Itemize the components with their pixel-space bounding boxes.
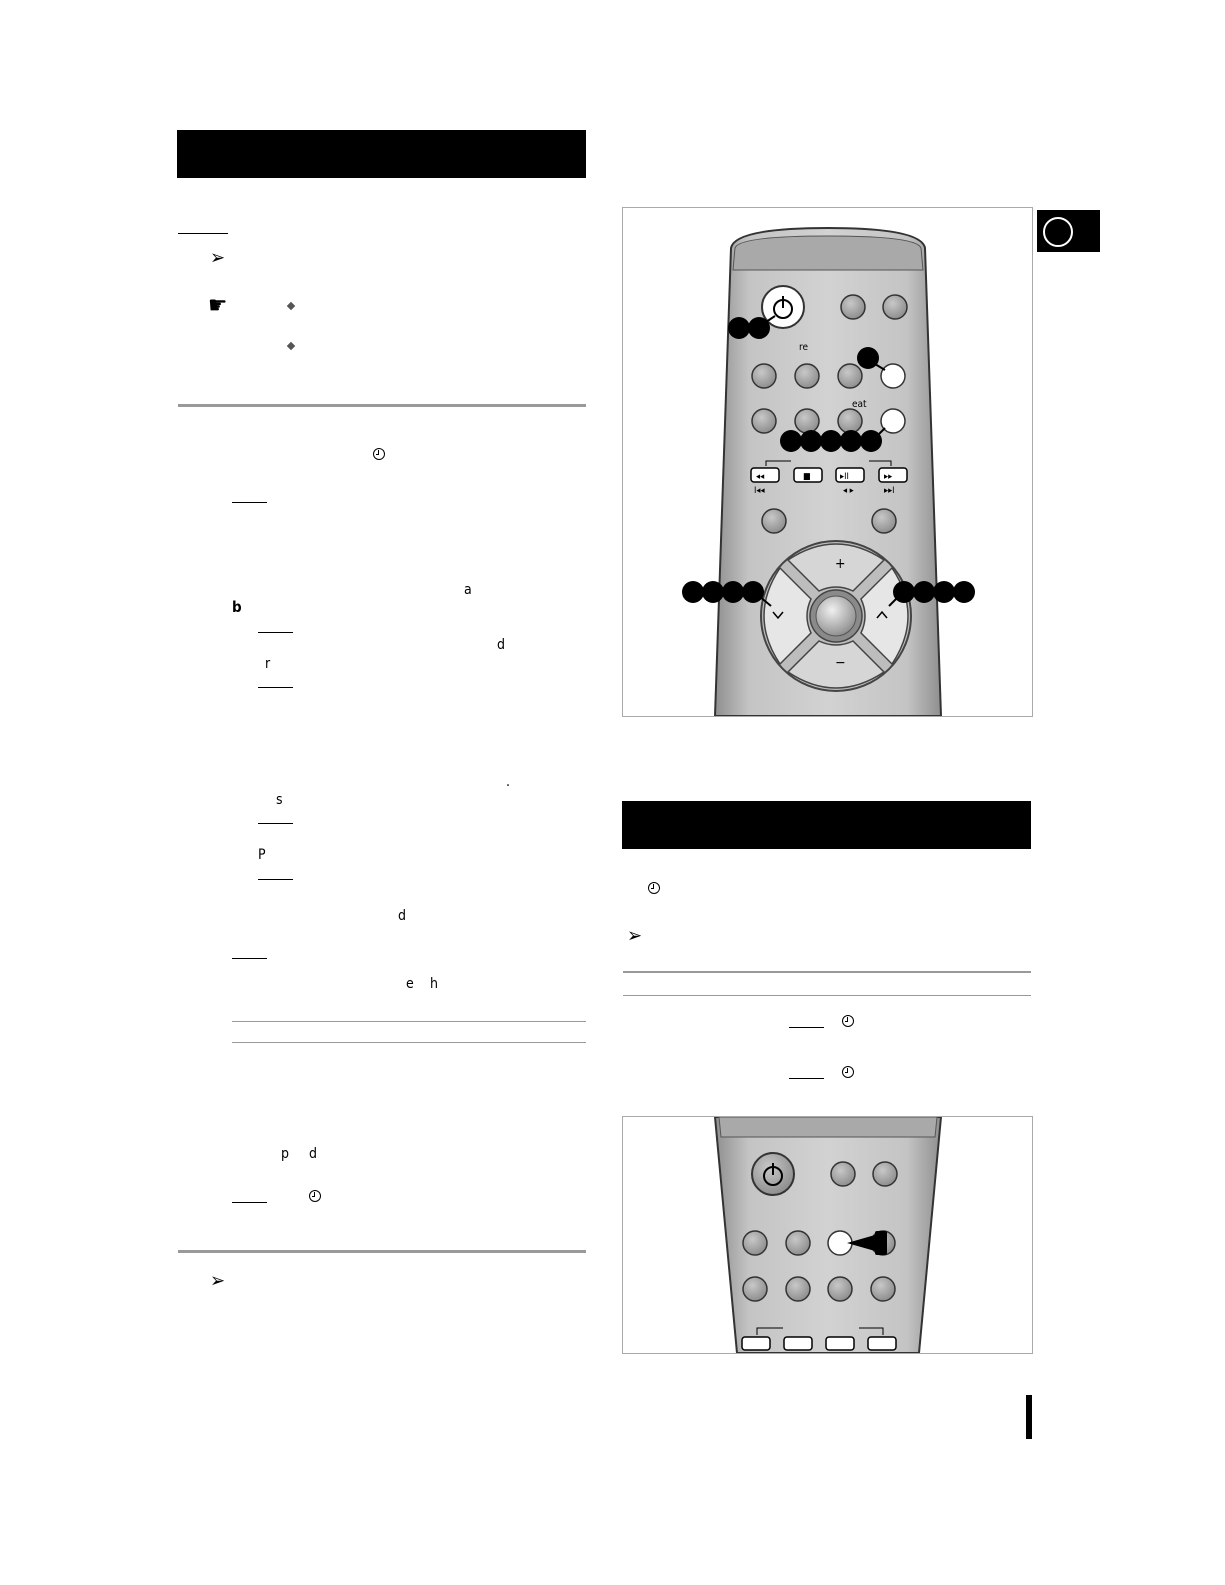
row2-button-1 <box>743 1231 767 1255</box>
arrow-note-icon: ➢ <box>210 245 226 269</box>
underline-7 <box>232 958 267 959</box>
mid-button-left <box>762 509 786 533</box>
callout-dot <box>682 581 704 603</box>
clock-icon <box>373 448 385 460</box>
callout-dot <box>702 581 724 603</box>
label-plus: + <box>835 556 846 572</box>
row2-button-2 <box>786 1231 810 1255</box>
text-fragment-s: s <box>276 792 283 808</box>
svg-text:▸II: ▸II <box>840 472 849 482</box>
row2-button-3 <box>838 364 862 388</box>
underline-10 <box>789 1078 824 1079</box>
row3-button-4 <box>871 1277 895 1301</box>
text-fragment-b: b <box>232 598 242 616</box>
svg-text:■: ■ <box>803 472 811 482</box>
clock-icon <box>842 1015 854 1027</box>
label-minus: − <box>835 655 846 671</box>
row3-button-3 <box>838 409 862 433</box>
remote-partial-illustration <box>623 1117 1032 1353</box>
table-rule-bottom <box>232 1042 586 1043</box>
clock-icon <box>648 882 660 894</box>
text-fragment-dot: . <box>506 774 510 790</box>
row3-button-1 <box>752 409 776 433</box>
underline-1 <box>178 233 228 234</box>
top-button-2 <box>883 295 907 319</box>
callout-dot <box>780 430 802 452</box>
bullet-diamond-icon <box>287 342 295 350</box>
callout-dot <box>953 581 975 603</box>
top-button-1 <box>841 295 865 319</box>
play-pause-button <box>826 1337 854 1350</box>
page-edge-marker <box>1026 1395 1032 1439</box>
underline-8 <box>232 1202 267 1203</box>
label-re: re <box>799 342 809 353</box>
underline-5 <box>258 823 293 824</box>
text-fragment-P: P <box>258 847 266 863</box>
right-section-header-bar <box>622 801 1031 849</box>
top-button-2 <box>873 1162 897 1186</box>
callout-dot <box>840 430 862 452</box>
label-step: ◂ ▸ <box>843 486 854 496</box>
rewind-button <box>742 1337 770 1350</box>
text-fragment-r: r <box>265 656 271 672</box>
row3-button-1 <box>743 1277 767 1301</box>
clock-icon <box>309 1190 321 1202</box>
table-rule-mid <box>623 995 1031 996</box>
language-tab-circle <box>1043 217 1073 247</box>
text-fragment-h: h <box>430 976 438 992</box>
callout-dot <box>742 581 764 603</box>
callout-dot <box>728 317 750 339</box>
row3-button-2 <box>795 409 819 433</box>
table-rule-top <box>232 1021 586 1022</box>
left-section-header-bar <box>177 130 586 178</box>
svg-text:◂◂: ◂◂ <box>756 472 765 482</box>
callout-dot <box>933 581 955 603</box>
row2-button-1 <box>752 364 776 388</box>
label-eat: eat <box>852 399 867 410</box>
divider <box>178 404 586 407</box>
row2-button-2 <box>795 364 819 388</box>
top-button-1 <box>831 1162 855 1186</box>
table-rule-top <box>623 971 1031 973</box>
mid-button-right <box>872 509 896 533</box>
remote-illustration <box>623 208 1032 716</box>
text-fragment-a: a <box>464 582 472 598</box>
text-fragment-d3: d <box>309 1146 317 1162</box>
underline-4 <box>258 687 293 688</box>
arrow-note-icon: ➢ <box>627 923 643 947</box>
divider <box>178 1250 586 1253</box>
callout-dot <box>857 347 879 369</box>
callout-dot <box>722 581 744 603</box>
label-next: ▸▸I <box>884 486 895 496</box>
bullet-diamond-icon <box>287 302 295 310</box>
text-fragment-d2: d <box>398 908 406 924</box>
row2-button-4-highlight <box>881 364 905 388</box>
text-fragment-p: p <box>281 1146 289 1162</box>
callout-dot <box>820 430 842 452</box>
underline-9 <box>789 1027 824 1028</box>
nav-center-button <box>816 596 856 636</box>
text-fragment-d: d <box>497 637 505 653</box>
underline-3 <box>258 632 293 633</box>
row3-button-3 <box>828 1277 852 1301</box>
remote-figure-partial <box>622 1116 1033 1354</box>
arrow-note-icon: ➢ <box>210 1268 226 1292</box>
remote-figure-main <box>622 207 1033 717</box>
remote-top-cap <box>733 236 923 270</box>
callout-dot <box>800 430 822 452</box>
pointer-hand-icon <box>875 1231 887 1255</box>
fast-forward-button <box>868 1337 896 1350</box>
text-fragment-e: e <box>406 976 414 992</box>
callout-dot <box>913 581 935 603</box>
label-prev: I◂◂ <box>754 486 765 496</box>
callout-dot <box>748 317 770 339</box>
clock-icon <box>842 1066 854 1078</box>
stop-button <box>784 1337 812 1350</box>
underline-6 <box>258 879 293 880</box>
pointing-hand-icon: ☛ <box>208 291 228 319</box>
language-tab <box>1037 210 1100 252</box>
underline-2 <box>232 502 267 503</box>
row3-button-2 <box>786 1277 810 1301</box>
svg-text:▸▸: ▸▸ <box>884 472 893 482</box>
